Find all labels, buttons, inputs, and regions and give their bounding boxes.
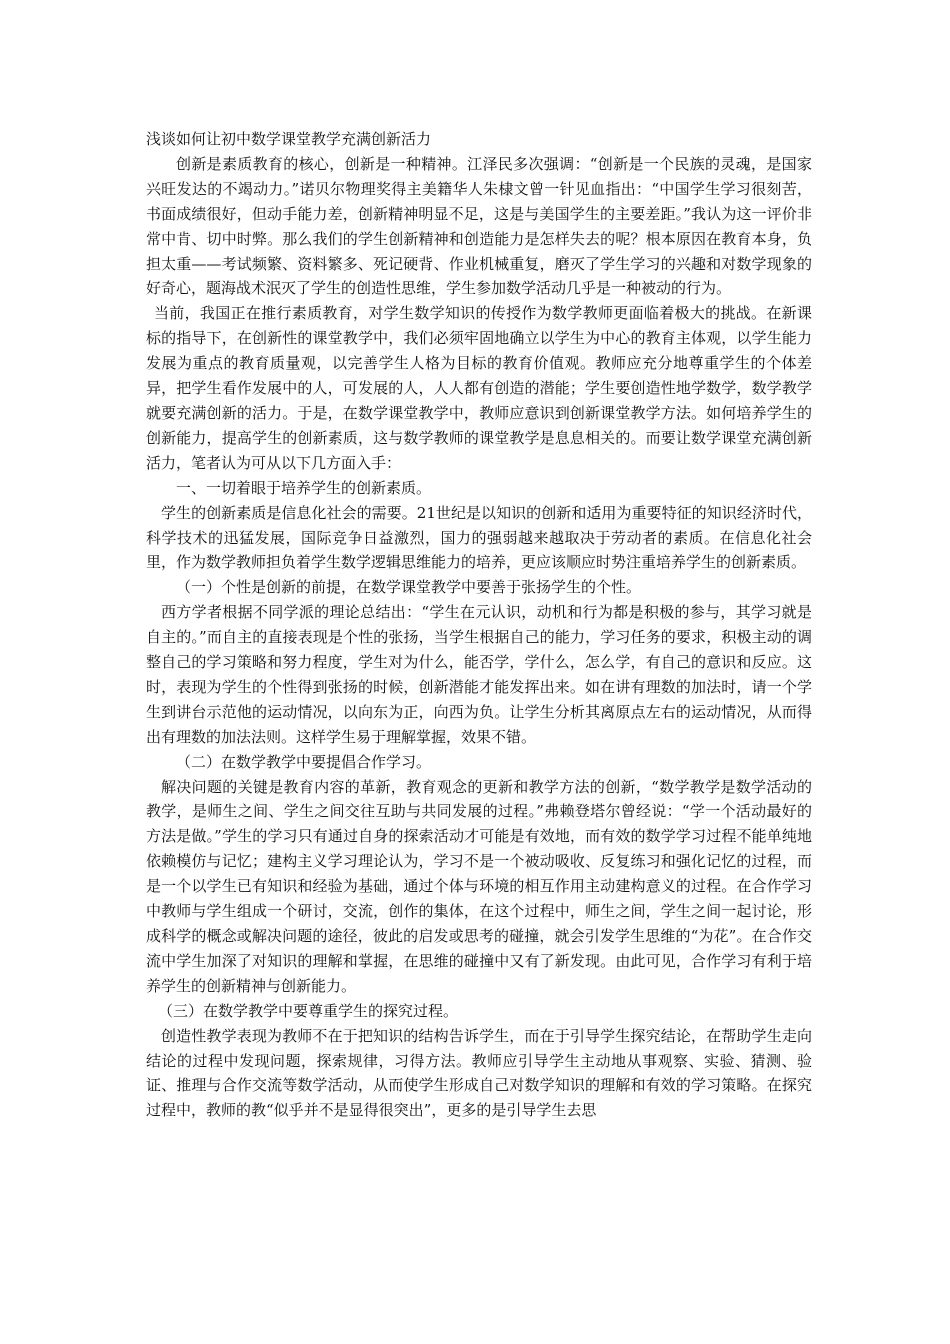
paragraph-personality: 西方学者根据不同学派的理论总结出：“学生在元认识，动机和行为都是积极的参与，其学习就是自主的。”而自主的直接表现是个性的张扬，当学生根据自己的能力，学习任务的要求，积极主动的调整自己的学习策略和努力程度，学生对为什么，能否学，学什么，怎么学，有自己的意识和反应。这时，表现为学生的个性得到张扬的时候，创新潜能才能发挥出来。如在讲有理数的加法时，请一个学生到讲台示范他的运动情况，以向东为正，向西为负。让学生分析其离原点左右的运动情况，从而得出有理数的加法法则。这样学生易于理解掌握，效果不错。	[146, 603, 812, 746]
paragraph-current-situation: 当前，我国正在推行素质教育，对学生数学知识的传授作为数学教师更面临着极大的挑战。在新课标的指导下，在创新性的课堂教学中，我们必须牢固地确立以学生为中心的教育主体观，以学生能力发展为重点的教育质量观，以完善学生人格为目标的教育价值观。教师应充分地尊重学生的个体差异，把学生看作发展中的人，可发展的人，人人都有创造的潜能；学生要创造性地学数学，数学教学就要充满创新的活力。于是，在数学课堂教学中，教师应意识到创新课堂教学方法。如何培养学生的创新能力，提高学生的创新素质，这与数学教师的课堂教学是息息相关的。而要让数学课堂充满创新活力，笔者认为可从以下几方面入手：	[146, 304, 812, 472]
paragraph-intro: 创新是素质教育的核心，创新是一种精神。江泽民多次强调：“创新是一个民族的灵魂，是国家兴旺发达的不竭动力。”诺贝尔物理奖得主美籍华人朱棣文曾一针见血指出：“中国学生学习很刻苦，书面成绩很好，但动手能力差，创新精神明显不足，这是与美国学生的主要差距。”我认为这一评价非常中肯、切中时弊。那么我们的学生创新精神和创造能力是怎样失去的呢？根本原因在教育本身，负担太重——考试频繁、资料繁多、死记硬背、作业机械重复，磨灭了学生学习的兴趣和对数学现象的好奇心，题海战术泯灭了学生的创造性思维，学生参加数学活动几乎是一种被动的行为。	[146, 154, 812, 298]
document-page	[146, 127, 812, 1123]
subsection-heading-3: （三）在数学教学中要尊重学生的探究过程。	[158, 1001, 459, 1020]
paragraph-innovation-quality: 学生的创新素质是信息化社会的需要。21世纪是以知识的创新和适用为重要特征的知识经济时代，科学技术的迅猛发展，国际竞争日益激烈，国力的强弱越来越取决于劳动者的素质。在信息化社会里，作为数学教师担负着学生数学逻辑思维能力的培养，更应该顺应时势注重培养学生的创新素质。	[146, 503, 812, 572]
subsection-heading-2: （二）在数学教学中要提倡合作学习。	[176, 752, 432, 771]
document-title: 浅谈如何让初中数学课堂教学充满创新活力	[146, 130, 432, 148]
paragraph-exploration: 创造性教学表现为教师不在于把知识的结构告诉学生，而在于引导学生探究结论，在帮助学生走向结论的过程中发现问题，探索规律，习得方法。教师应引导学生主动地从事观察、实验、猜测、验证、推理与合作交流等数学活动，从而使学生形成自己对数学知识的理解和有效的学习策略。在探究过程中，教师的教“似乎并不是显得很突出”，更多的是引导学生去思	[146, 1026, 812, 1120]
section-heading-1: 一、一切着眼于培养学生的创新素质。	[176, 478, 432, 497]
subsection-heading-1: （一）个性是创新的前提，在数学课堂教学中要善于张扬学生的个性。	[176, 578, 642, 597]
paragraph-cooperative-learning: 解决问题的关键是教育内容的革新，教育观念的更新和教学方法的创新，“数学教学是数学活动的教学，是师生之间、学生之间交往互助与共同发展的过程。”弗赖登塔尔曾经说：“学一个活动最好的方法是做。”学生的学习只有通过自身的探索活动才可能是有效地，而有效的数学学习过程不能单纯地依赖模仿与记忆；建构主义学习理论认为，学习不是一个被动吸收、反复练习和强化记忆的过程，而是一个以学生已有知识和经验为基础，通过个体与环境的相互作用主动建构意义的过程。在合作学习中教师与学生组成一个研讨，交流，创作的集体，在这个过程中，师生之间，学生之间一起讨论，形成科学的概念或解决问题的途径，彼此的启发或思考的碰撞，就会引发学生思维的“为花”。在合作交流中学生加深了对知识的理解和掌握，在思维的碰撞中又有了新发现。由此可见，合作学习有利于培养学生的创新精神与创新能力。	[146, 777, 812, 995]
